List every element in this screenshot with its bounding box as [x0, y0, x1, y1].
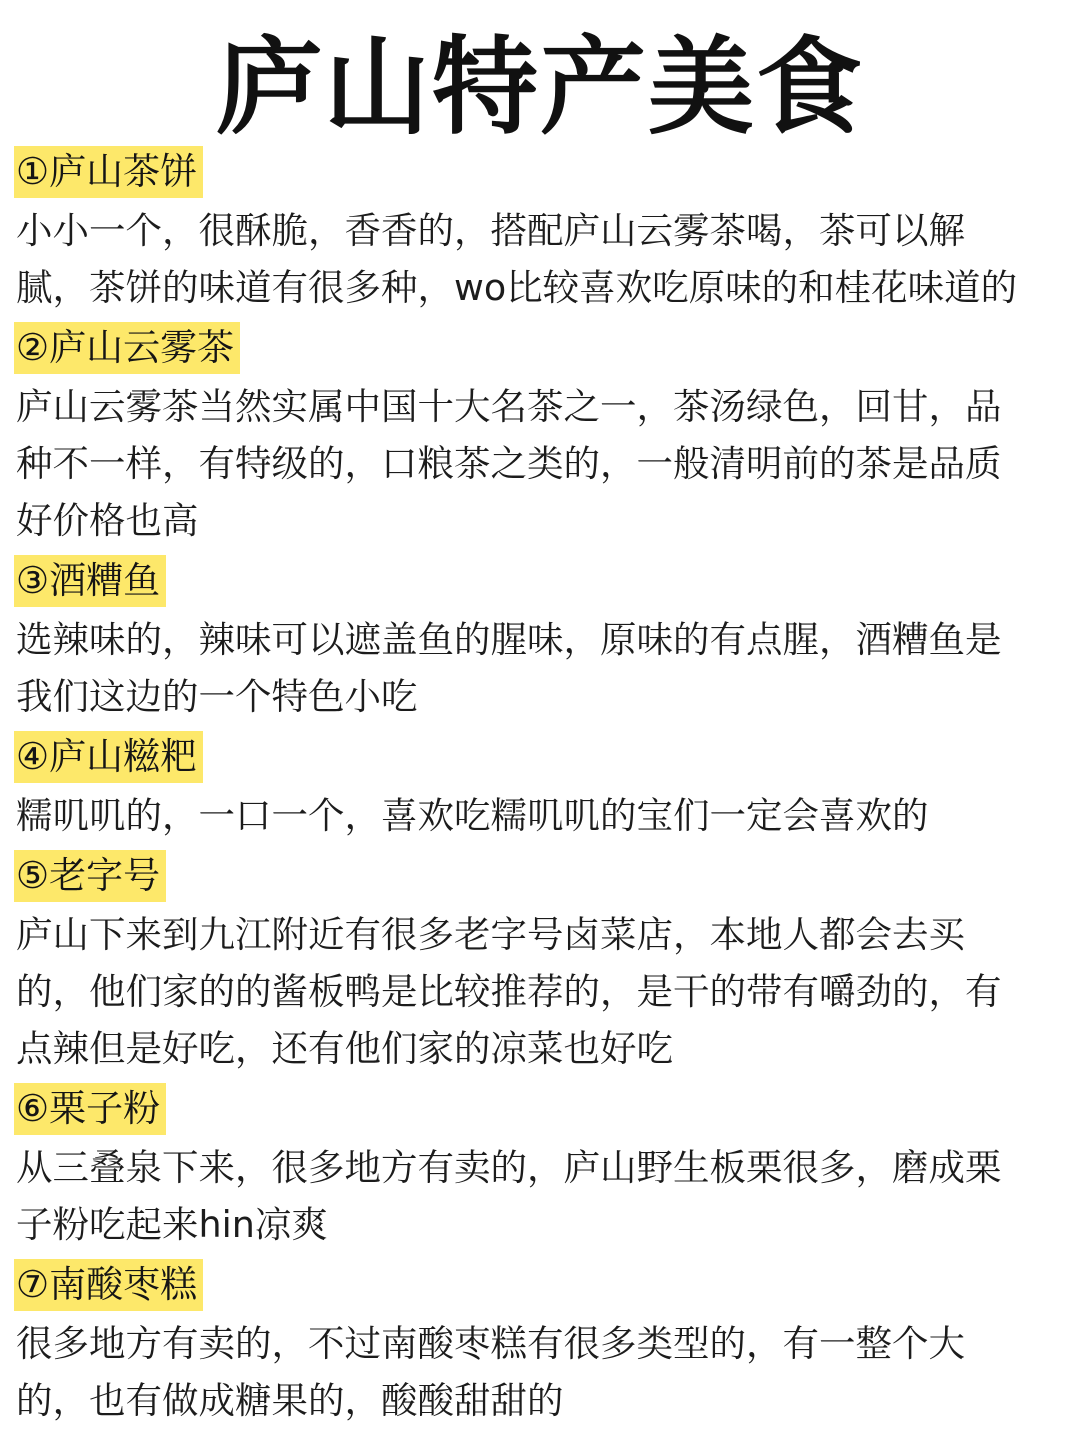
description-line: 腻，茶饼的味道有很多种，wo比较喜欢吃原味的和桂花味道的 — [16, 266, 1018, 309]
food-item-description — [16, 1139, 1056, 1253]
food-item-description — [16, 1315, 1056, 1429]
description-line: 选辣味的，辣味可以遮盖鱼的腥味，原味的有点腥，酒糟鱼是 — [16, 618, 1002, 661]
description-line: 糯叽叽的，一口一个，喜欢吃糯叽叽的宝们一定会喜欢的 — [16, 794, 929, 837]
food-item-heading: ①庐山茶饼 — [14, 146, 203, 198]
food-item-description — [16, 611, 1056, 725]
food-item-tea-cake — [14, 146, 1070, 316]
food-item-heading: ②庐山云雾茶 — [14, 322, 240, 374]
description-line: 点辣但是好吃，还有他们家的凉菜也好吃 — [16, 1027, 673, 1070]
food-item-chestnut-powder — [14, 1083, 1070, 1253]
food-item-heading: ⑥栗子粉 — [14, 1083, 166, 1135]
food-item-description — [16, 906, 1056, 1077]
food-item-description — [16, 787, 1056, 844]
description-line: 子粉吃起来hin凉爽 — [16, 1203, 328, 1246]
food-item-suanzao-cake — [14, 1259, 1070, 1429]
food-item-laozihao — [14, 850, 1070, 1077]
food-item-heading: ⑤老字号 — [14, 850, 166, 902]
food-item-yunwu-tea — [14, 322, 1070, 549]
description-line: 种不一样，有特级的，口粮茶之类的，一般清明前的茶是品质 — [16, 442, 1002, 485]
food-item-description — [16, 378, 1056, 549]
description-line: 好价格也高 — [16, 499, 199, 542]
page-title: 庐山特产美食 — [216, 26, 864, 149]
description-line: 很多地方有卖的，不过南酸枣糕有很多类型的，有一整个大 — [16, 1322, 965, 1365]
description-line: 从三叠泉下来，很多地方有卖的，庐山野生板栗很多，磨成栗 — [16, 1146, 1002, 1189]
description-line: 的，他们家的的酱板鸭是比较推荐的，是干的带有嚼劲的，有 — [16, 970, 1002, 1013]
food-list — [14, 146, 1070, 1435]
description-line: 的，也有做成糖果的，酸酸甜甜的 — [16, 1379, 564, 1422]
description-line: 小小一个，很酥脆，香香的，搭配庐山云雾茶喝，茶可以解 — [16, 209, 965, 252]
description-line: 庐山云雾茶当然实属中国十大名茶之一，茶汤绿色，回甘，品 — [16, 385, 1002, 428]
food-item-heading: ③酒糟鱼 — [14, 555, 166, 607]
food-item-heading: ④庐山糍粑 — [14, 731, 203, 783]
food-item-heading: ⑦南酸枣糕 — [14, 1259, 203, 1311]
food-item-ciba — [14, 731, 1070, 844]
description-line: 庐山下来到九江附近有很多老字号卤菜店，本地人都会去买 — [16, 913, 965, 956]
food-item-description — [16, 202, 1056, 316]
food-item-jiuzao-fish — [14, 555, 1070, 725]
description-line: 我们这边的一个特色小吃 — [16, 675, 418, 718]
